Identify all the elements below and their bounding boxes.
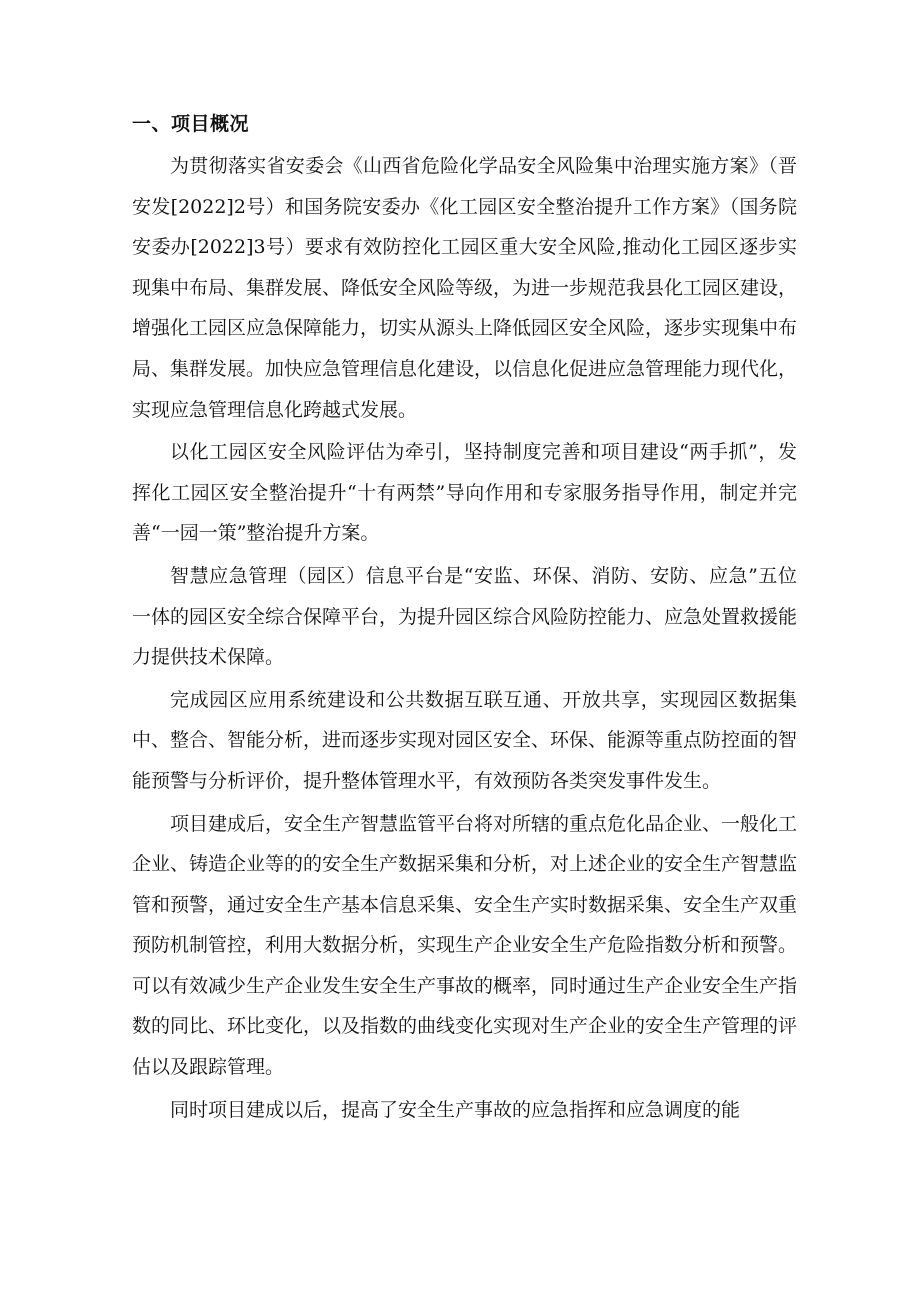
paragraph-platform-overview: 智慧应急管理（园区）信息平台是“安监、环保、消防、安防、应急”五位一体的园区安全综合保障平台，为提升园区综合风险防控能力、应急处置救援能力提供技术保障。	[132, 564, 798, 669]
section-title: 一、项目概况	[132, 113, 250, 135]
paragraph-background: 为贯彻落实省安委会《山西省危险化学品安全风险集中治理实施方案》（晋安发[2022]2号）和国务院安委办《化工园区安全整治提升工作方案》（国务院安委办[2022]3号）要求有效防控化工园区重大安全风险,推动化工园区逐步实现集中布局、集群发展、降低安全风险等级，为进一步规范我县化工园区建设，增强化工园区应急保障能力，切实从源头上降低园区安全风险，逐步实现集中布局、集群发展。加快应急管理信息化建设，以信息化促进应急管理能力现代化，实现应急管理信息化跨越式发展。	[132, 155, 798, 421]
paragraph-emergency-command: 同时项目建成以后，提高了安全生产事故的应急指挥和应急调度的能	[170, 1098, 741, 1121]
document-body	[132, 104, 797, 1132]
paragraph-system-construction: 完成园区应用系统建设和公共数据互联互通、开放共享，实现园区数据集中、整合、智能分析，进而逐步实现对园区安全、环保、能源等重点防控面的智能预警与分析评价，提升整体管理水平，有效预防各类突发事件发生。	[132, 688, 798, 792]
paragraph-risk-assessment: 以化工园区安全风险评估为牵引，坚持制度完善和项目建设“两手抓”，发挥化工园区安全整治提升“十有两禁”导向作用和专家服务指导作用，制定并完善“一园一策”整治提升方案。	[132, 441, 797, 545]
paragraph-supervision-platform: 项目建成后，安全生产智慧监管平台将对所辖的重点危化品企业、一般化工企业、铸造企业等的的安全生产数据采集和分析，对上述企业的安全生产智慧监管和预警，通过安全生产基本信息采集、安全生产实时数据采集、安全生产双重预防机制管控，利用大数据分析，实现生产企业安全生产危险指数分析和预警。可以有效减少生产企业发生安全生产事故的概率，同时通过生产企业安全生产指数的同比、环比变化，以及指数的曲线变化实现对生产企业的安全生产管理的评估以及跟踪管理。	[132, 812, 798, 1079]
